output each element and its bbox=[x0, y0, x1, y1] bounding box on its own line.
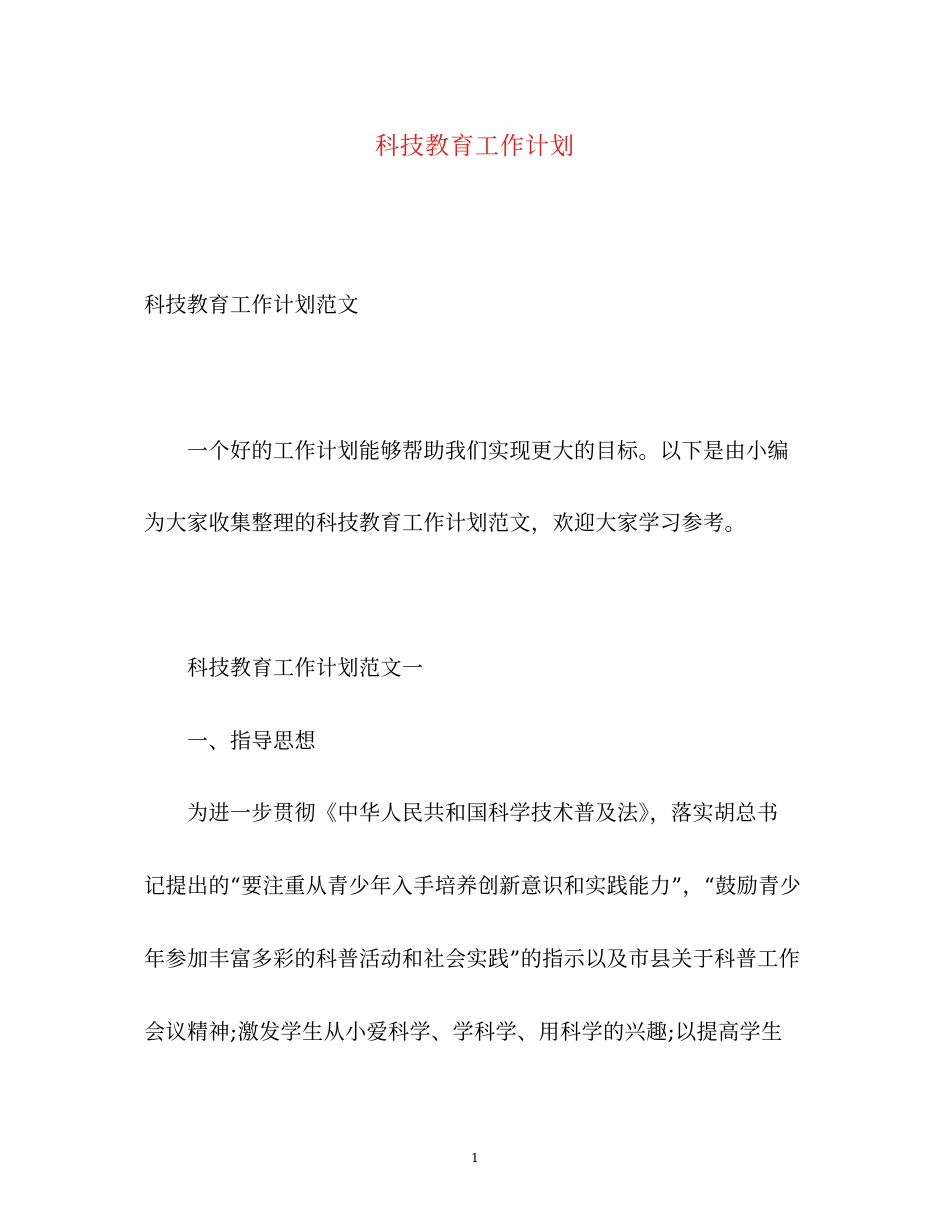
section-title: 科技教育工作计划范文一 bbox=[187, 656, 424, 680]
intro-line: 为大家收集整理的科技教育工作计划范文，欢迎大家学习参考。 bbox=[144, 511, 746, 535]
body-line: 年参加丰富多彩的科普活动和社会实践”的指示以及市县关于科普工作 bbox=[144, 947, 801, 971]
document-title: 科技教育工作计划 bbox=[375, 132, 575, 160]
body-line: 为进一步贯彻《中华人民共和国科学技术普及法》，落实胡总书 bbox=[187, 801, 779, 825]
page-number: 1 bbox=[471, 1151, 479, 1165]
document-subtitle: 科技教育工作计划范文 bbox=[144, 293, 359, 317]
body-line: 会议精神;激发学生从小爱科学、学科学、用科学的兴趣;以提高学生 bbox=[144, 1020, 783, 1044]
section-heading: 一、指导思想 bbox=[187, 729, 316, 753]
body-line: 记提出的“要注重从青少年入手培养创新意识和实践能力”，“鼓励青少 bbox=[144, 874, 802, 898]
intro-line: 一个好的工作计划能够帮助我们实现更大的目标。以下是由小编 bbox=[187, 439, 789, 463]
